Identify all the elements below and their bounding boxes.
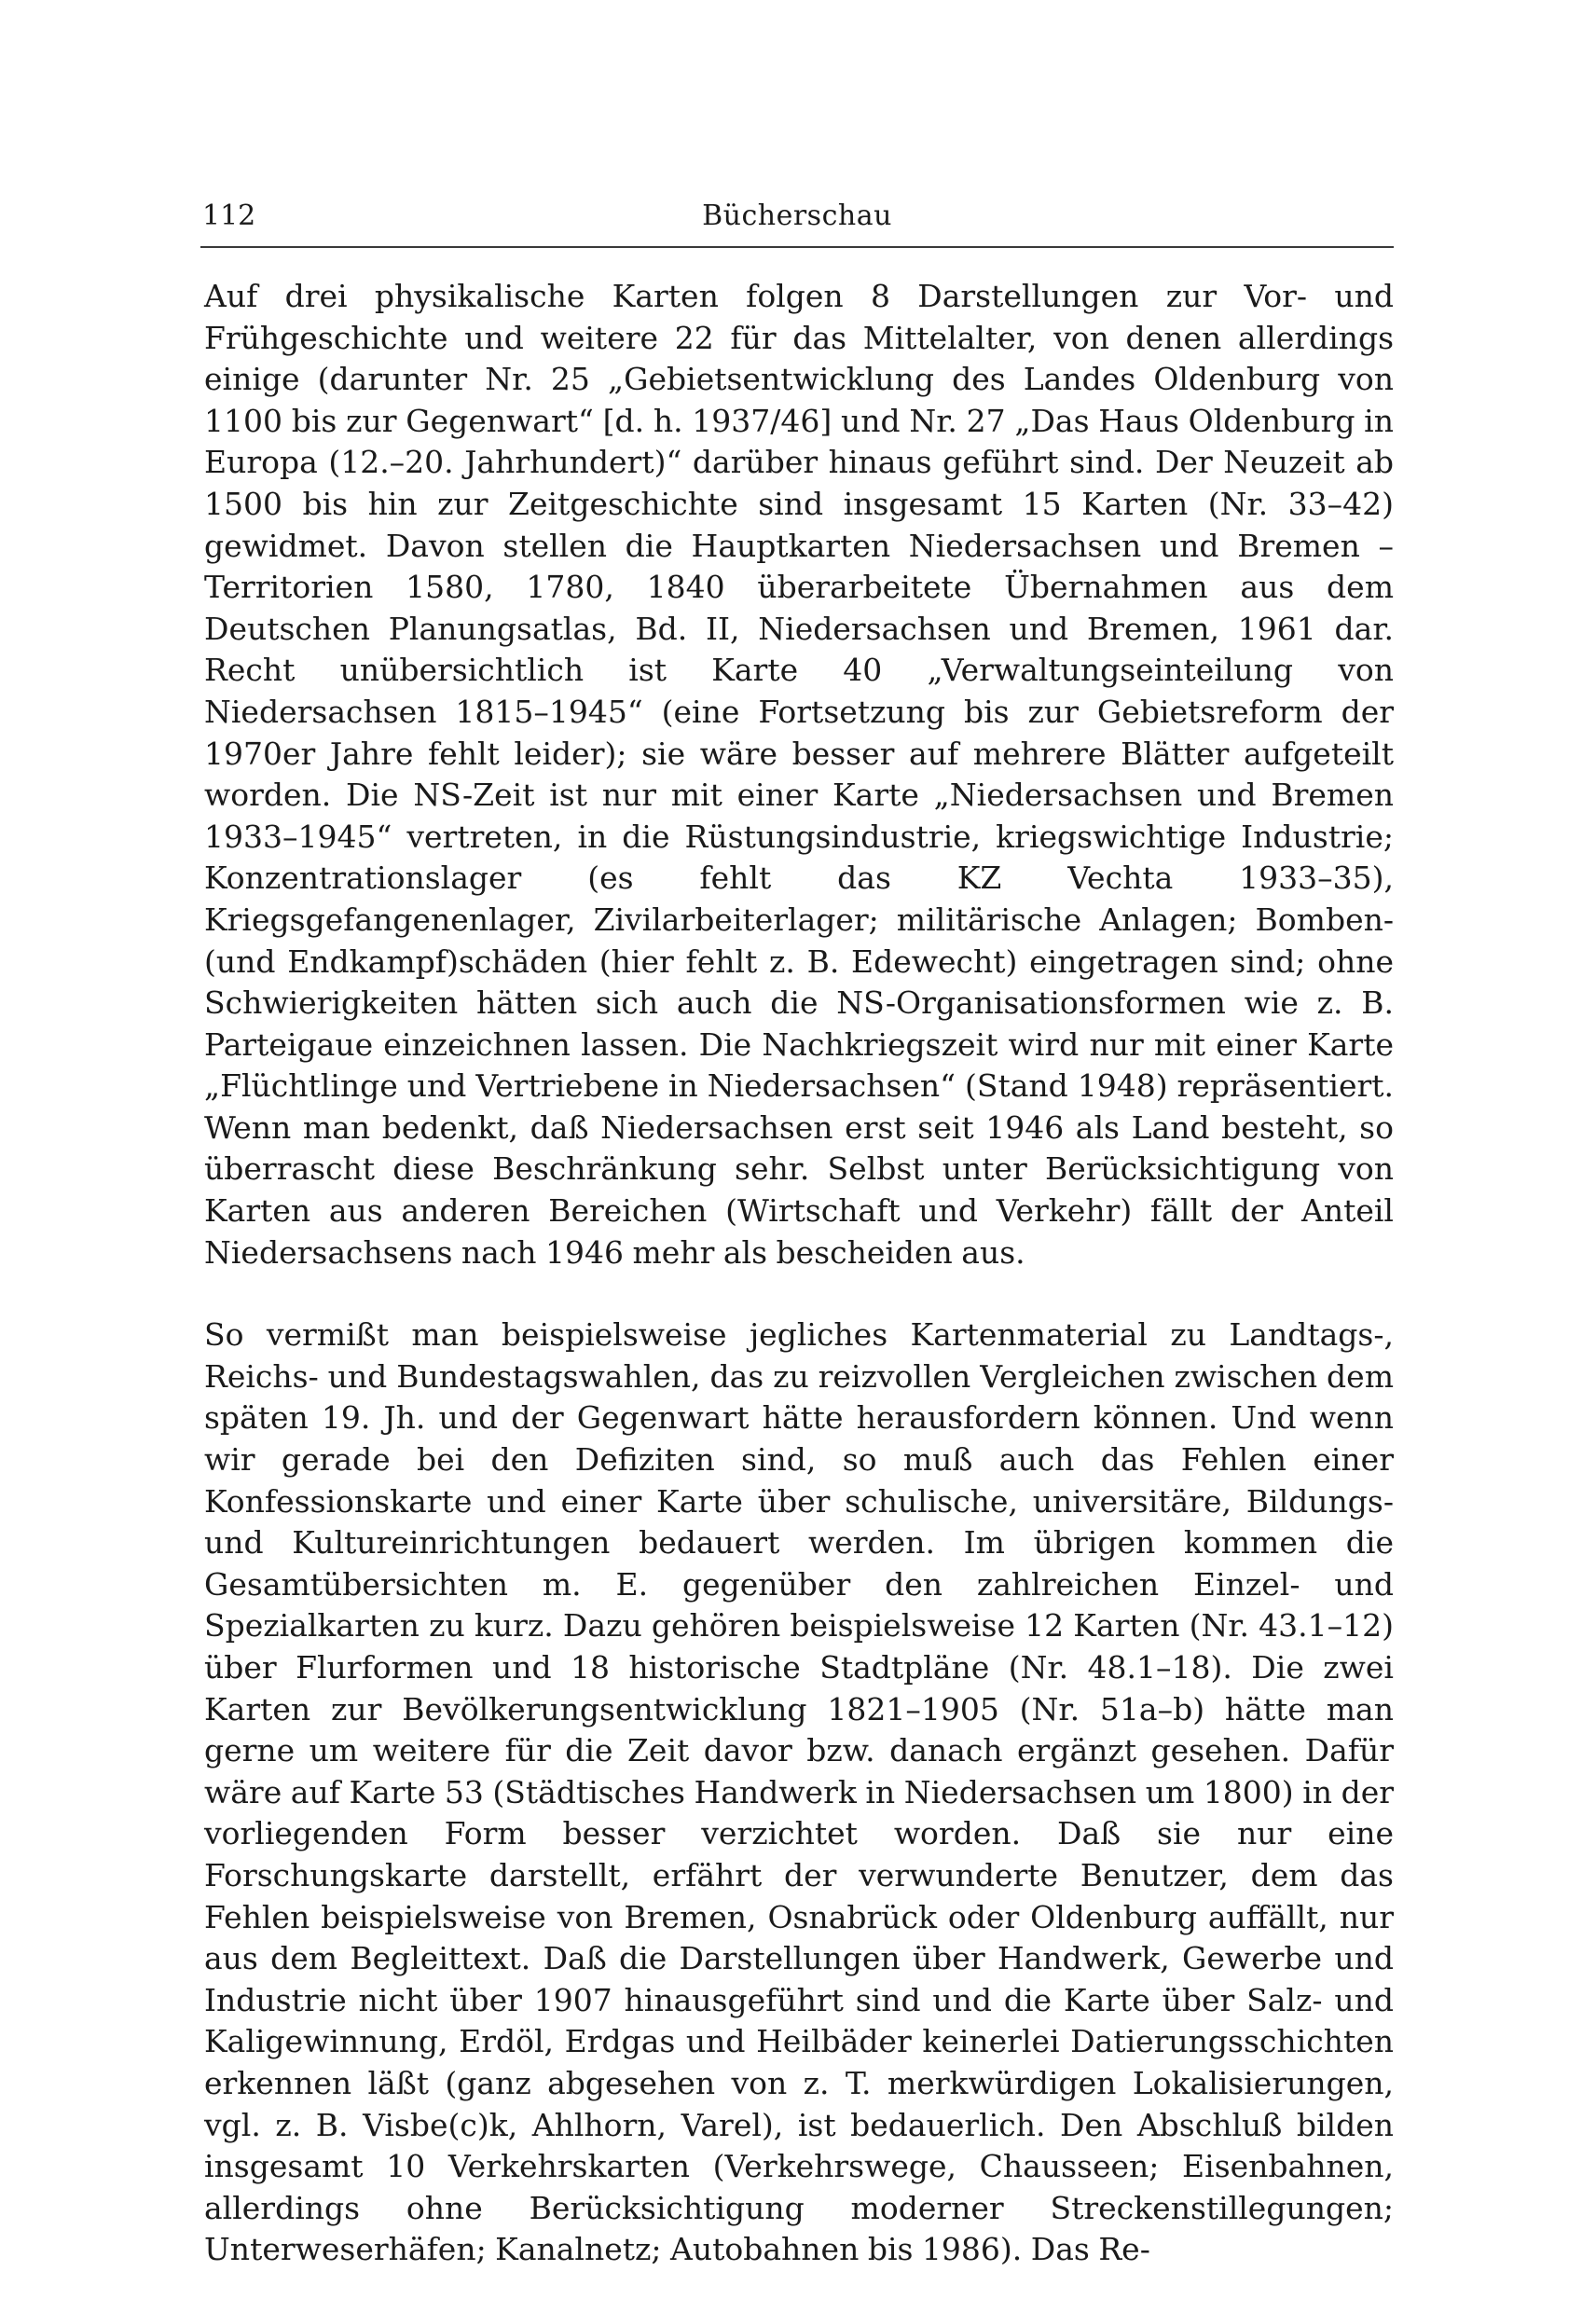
running-title: Bücherschau	[702, 200, 892, 232]
paragraph-1: Auf drei physikalische Karten folgen 8 Darstellungen zur Vor- und Frühgeschichte und weitere 22 für das Mittelalter, von denen allerdings einige (darunter Nr. 25 „Gebietsentwicklung des Landes Oldenburg von 1100 bis zur Gegenwart“ [d. h. 1937/46] und Nr. 27 „Das Haus Oldenburg in Europa (12.–20. Jahrhundert)“ darüber hinaus geführt sind. Der Neuzeit ab 1500 bis hin zur Zeitgeschichte sind insgesamt 15 Karten (Nr. 33–42) gewidmet. Davon stellen die Hauptkarten Niedersachsen und Bremen – Territorien 1580, 1780, 1840 überarbeitete Übernahmen aus dem Deutschen Planungsatlas, Bd. II, Niedersachsen und Bremen, 1961 dar. Recht unübersichtlich ist Karte 40 „Verwaltungseinteilung von Niedersachsen 1815–1945“ (eine Fortsetzung bis zur Gebietsreform der 1970er Jahre fehlt leider); sie wäre besser auf mehrere Blätter aufgeteilt worden. Die NS-Zeit ist nur mit einer Karte „Niedersachsen und Bremen 1933–1945“ vertreten, in die Rüstungsindustrie, kriegswichtige Industrie; Konzentrationslager (es fehlt das KZ Vechta 1933–35), Kriegsgefangenenlager, Zivilarbeiterlager; militärische Anlagen; Bomben- (und Endkampf)schäden (hier fehlt z. B. Edewecht) eingetragen sind; ohne Schwierigkeiten hätten sich auch die NS-Organisationsformen wie z. B. Parteigaue einzeichnen lassen. Die Nachkriegszeit wird nur mit einer Karte „Flüchtlinge und Vertriebene in Niedersachsen“ (Stand 1948) repräsentiert. Wenn man bedenkt, daß Niedersachsen erst seit 1946 als Land besteht, so überrascht diese Beschränkung sehr. Selbst unter Berücksichtigung von Karten aus anderen Bereichen (Wirtschaft und Verkehr) fällt der Anteil Niedersachsens nach 1946 mehr als bescheiden aus.	[204, 278, 1394, 1271]
paragraph-2: So vermißt man beispielsweise jegliches Kartenmaterial zu Landtags-, Reichs- und Bundestagswahlen, das zu reizvollen Vergleichen zwischen dem späten 19. Jh. und der Gegenwart hätte herausfordern können. Und wenn wir gerade bei den Defiziten sind, so muß auch das Fehlen einer Konfessionskarte und einer Karte über schulische, universitäre, Bildungs- und Kultureinrichtungen bedauert werden. Im übrigen kommen die Gesamtübersichten m. E. gegenüber den zahlreichen Einzel- und Spezialkarten zu kurz. Dazu gehören beispielsweise 12 Karten (Nr. 43.1–12) über Flurformen und 18 historische Stadtpläne (Nr. 48.1–18). Die zwei Karten zur Bevölkerungsentwicklung 1821–1905 (Nr. 51a–b) hätte man gerne um weitere für die Zeit davor bzw. danach ergänzt gesehen. Dafür wäre auf Karte 53 (Städtisches Handwerk in Niedersachsen um 1800) in der vorliegenden Form besser verzichtet worden. Daß sie nur eine Forschungskarte darstellt, erfährt der verwunderte Benutzer, dem das Fehlen beispielsweise von Bremen, Osnabrück oder Oldenburg auffällt, nur aus dem Begleittext. Daß die Darstellungen über Handwerk, Gewerbe und Industrie nicht über 1907 hinausgeführt sind und die Karte über Salz- und Kaligewinnung, Erdöl, Erdgas und Heilbäder keinerlei Datierungsschichten erkennen läßt (ganz abgesehen von z. T. merkwürdigen Lokalisierungen, vgl. z. B. Visbe(c)k, Ahlhorn, Varel), ist bedauerlich. Den Abschluß bilden insgesamt 10 Verkehrskarten (Verkehrswege, Chausseen; Eisenbahnen, allerdings ohne Berücksichtigung moderner Streckenstillegungen; Unterweserhäfen; Kanalnetz; Autobahnen bis 1986). Das Re-	[204, 1316, 1394, 2268]
page-number: 112	[202, 200, 256, 232]
page-header	[200, 194, 1394, 248]
body-text	[204, 276, 1394, 2271]
